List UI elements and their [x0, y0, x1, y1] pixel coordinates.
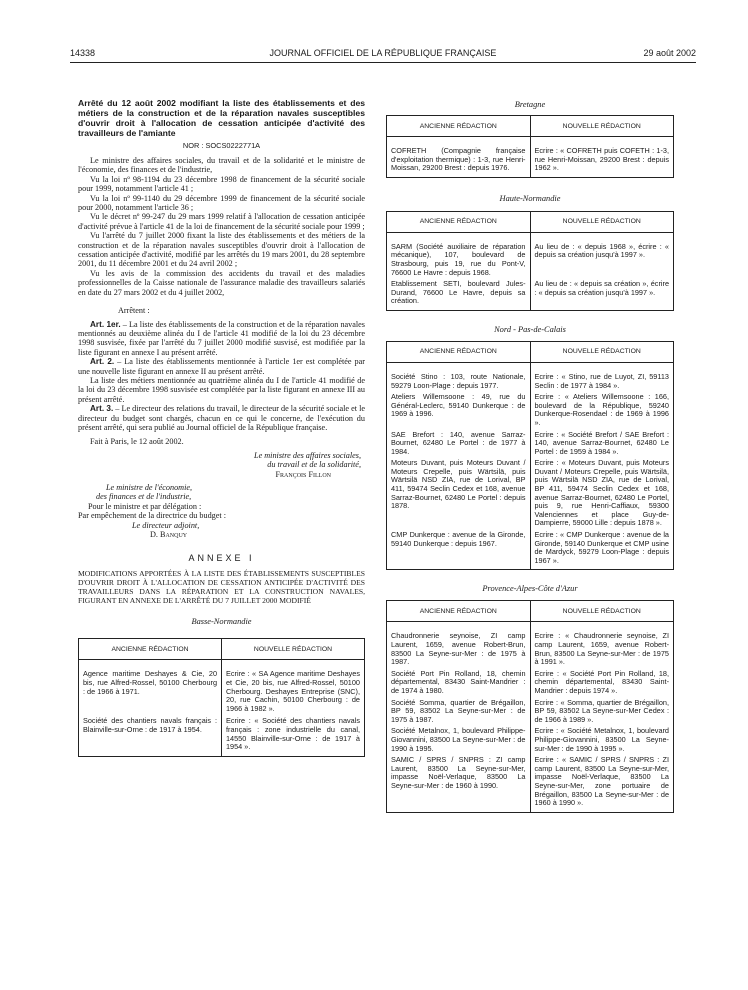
new-text: Ecrire : « Moteurs Duvant, puis Moteurs Duvant / Moteurs Crepelle, puis Wärtsilä, puis Wärtsilä NSD ZIA, rue de Lorival, BP 411, 59474 Seclin Cedex et 168, avenue Sarraz-Bournet, 62480 Le Portel, puis 9, rue Henri-Caffiaux, 59300 Valenciennes et place Guy-de-Dampierre, 59000 Lille : depuis 1878 ». — [530, 456, 674, 528]
left-column — [78, 98, 365, 757]
signature-2-line-3: Pour le ministre et par délégation : — [88, 501, 202, 511]
preamble-paragraph: Le ministre des affaires sociales, du travail et de la solidarité et le ministre de l'économie, des finances et de l'industrie, — [78, 156, 365, 175]
signature-1-name: François Fillon — [275, 469, 331, 479]
preamble-paragraph: Vu la loi nº 99-1140 du 29 décembre 1999 de financement de la sécurité sociale pour 2000, notamment l'article 36 ; — [78, 193, 365, 213]
nor-reference: NOR : SOCS0222771A — [182, 141, 261, 150]
table-row — [387, 362, 674, 390]
article-1 — [78, 320, 365, 358]
column-header-new: NOUVELLE RÉDACTION — [530, 116, 674, 137]
signature-2-line-1: Le ministre de l'économie, — [106, 483, 193, 492]
new-text: Ecrire : « SA Agence maritime Deshayes et Cie, 20 bis, rue Alfred-Rossel, 50100 Cherbourg. Deshayes Entreprise (SNC), 20, rue Cachin, 50100 Cherbourg : de 1966 à 1982 ». — [222, 660, 365, 713]
article-3 — [78, 404, 365, 432]
table-row — [79, 713, 365, 756]
table-row — [387, 277, 674, 310]
region-haute-normandie: Haute-Normandie — [499, 193, 561, 203]
old-text: CMP Dunkerque : avenue de la Gironde, 59140 Dunkerque : depuis 1967. — [387, 528, 531, 570]
old-text: Chaudronnerie seynoise, ZI camp Laurent, 1659, avenue Robert-Brun, 83500 La Seyne-sur-Mer : de 1975 à 1987. — [387, 622, 531, 667]
table-row — [387, 137, 674, 178]
old-text: Ateliers Willemsoone : 49, rue du Général-Leclerc, 59140 Dunkerque : de 1969 à 1996. — [387, 390, 531, 427]
table-basse-normandie — [78, 638, 365, 756]
article-3-text: – Le directeur des relations du travail, le directeur de la sécurité sociale et le directeur du budget sont chargés, chacun en ce qui le concerne, de l'exécution du présent arrêté, qui sera publié au Journal officiel de la République française. — [78, 404, 365, 432]
article-2-label: Art. 2. — [90, 357, 115, 367]
table-row — [387, 528, 674, 570]
header-rule — [70, 62, 696, 63]
new-text: Ecrire : « Société Metalnox, 1, boulevard Philippe-Giovannini, 83500 La Seyne-sur-Mer : de 1990 à 1995 ». — [530, 724, 674, 753]
table-row — [79, 660, 365, 713]
region-provence-alpes-cote-d-azur: Provence-Alpes-Côte d'Azur — [482, 584, 578, 594]
new-text: Ecrire : « CMP Dunkerque : avenue de la Gironde, 59140 Dunkerque et CMP usine de Mardyck, 59279 Loon-Plage : depuis 1967 ». — [530, 528, 674, 570]
column-header-old: ANCIENNE RÉDACTION — [387, 601, 531, 622]
column-header-old: ANCIENNE RÉDACTION — [387, 211, 531, 232]
old-text: Société Somma, quartier de Brégaillon, BP 59, 83502 La Seyne-sur-Mer : de 1975 à 1987. — [387, 696, 531, 725]
table-row — [387, 622, 674, 667]
table-provence-alpes-cote-d-azur — [386, 600, 674, 812]
old-text: Société Port Pin Rolland, 18, chemin départemental, 83430 Saint-Mandrier : de 1974 à 1980. — [387, 667, 531, 696]
old-text: Société des chantiers navals français : Blainville-sur-Orne : de 1917 à 1954. — [79, 713, 222, 756]
article-1-label: Art. 1er. — [90, 319, 121, 329]
table-row — [387, 753, 674, 812]
new-text: Ecrire : « COFRETH puis COFETH : 1-3, rue Henri-Moissan, 29200 Brest : depuis 1962 ». — [530, 137, 674, 178]
old-text: Moteurs Duvant, puis Moteurs Duvant / Moteurs Crepelle, puis Wärtsilä, puis Wärtsilä NSD ZIA, rue de Lorival, BP 411, 59474 Seclin Cedex et 168, avenue Sarraz-Bournet, 62480 Le Portel : depuis 1878. — [387, 456, 531, 528]
decree-title: Arrêté du 12 août 2002 modifiant la liste des établissements et des métiers de la construction et de la réparation navales susceptibles d'ouvrir droit à l'allocation de cessation anticipée d'activité des travailleurs de l'amiante — [78, 98, 365, 138]
preamble-paragraph: Vu les avis de la commission des accidents du travail et des maladies professionnelles de la Caisse nationale de l'assurance maladie des travailleurs salariés en date du 27 mars 2002 et du 4 juillet 2002, — [78, 268, 365, 297]
old-text: Etablissement SETI, boulevard Jules-Durand, 76600 Le Havre, depuis sa création. — [387, 277, 531, 310]
annexe-heading: ANNEXE I — [188, 553, 255, 564]
table-haute-normandie — [386, 211, 674, 311]
new-text: Ecrire : « Stino, rue de Luyot, ZI, 59113 Seclin : de 1977 à 1984 ». — [530, 362, 674, 390]
column-header-old: ANCIENNE RÉDACTION — [387, 341, 531, 362]
new-text: Au lieu de : « depuis 1968 », écrire : « depuis sa création jusqu'à 1997 ». — [530, 232, 674, 277]
table-bretagne — [386, 115, 674, 178]
region-basse-normandie: Basse-Normandie — [191, 617, 252, 627]
signature-block-2 — [78, 483, 365, 539]
signature-1-line-2: du travail et de la solidarité, — [267, 460, 361, 470]
signature-block-1 — [78, 451, 365, 479]
journal-title: JOURNAL OFFICIEL DE LA RÉPUBLIQUE FRANÇAISE — [269, 48, 497, 58]
page-header — [70, 48, 696, 64]
column-header-new: NOUVELLE RÉDACTION — [222, 639, 365, 660]
old-text: Agence maritime Deshayes & Cie, 20 bis, rue Alfred-Rossel, 50100 Cherbourg : de 1966 à 1971. — [79, 660, 222, 713]
table-row — [387, 696, 674, 725]
annexe-title: MODIFICATIONS APPORTÉES À LA LISTE DES ÉTABLISSEMENTS SUSCEPTIBLES D'OUVRIR DROIT À L'ALLOCATION DE CESSATION ANTICIPÉE D'ACTIVITÉ DES TRAVAILLEURS DANS LA RÉPARATION ET LA CONSTRUCTION NAVALES, FIGURANT EN ANNEXE DE L'ARRÊTÉ DU 7 JUILLET 2000 MODIFIÉ — [78, 569, 365, 606]
new-text: Ecrire : « SAMIC / SPRS / SNPRS : ZI camp Laurent, 83500 La Seyne-sur-Mer, impasse Noël-Verlaque, 83500 La Seyne-sur-Mer, zone portuaire de Brégaillon, 83500 La Seyne-sur-Mer : de 1960 à 1990 ». — [530, 753, 674, 812]
old-text: Société Metalnox, 1, boulevard Philippe-Giovannini, 83500 La Seyne-sur-Mer : de 1990 à 1995. — [387, 724, 531, 753]
old-text: SARM (Société auxiliaire de réparation mécanique), 107, boulevard de Strasbourg, puis 19, rue du Pont-V, 76600 Le Havre : depuis 1968. — [387, 232, 531, 277]
old-text: COFRETH (Compagnie française d'exploitation thermique) : 1-3, rue Henri-Moissan, 29200 Brest : depuis 1976. — [387, 137, 531, 178]
fait-a-paris: Fait à Paris, le 12 août 2002. — [90, 437, 184, 447]
column-header-new: NOUVELLE RÉDACTION — [530, 341, 674, 362]
new-text: Ecrire : « Société Brefort / SAE Brefort : 140, avenue Sarraz-Bournet, 62480 Le Portel : de 1959 à 1984 ». — [530, 428, 674, 457]
right-column — [386, 100, 674, 813]
column-header-new: NOUVELLE RÉDACTION — [530, 211, 674, 232]
article-2 — [78, 357, 365, 376]
article-2-paragraph-2: La liste des métiers mentionnée au quatrième alinéa du I de l'article 41 modifié de la loi du 23 décembre 1998 susvisée est complétée par la liste figurant en annexe III au présent arrêté. — [78, 375, 365, 404]
column-header-old: ANCIENNE RÉDACTION — [79, 639, 222, 660]
column-header-new: NOUVELLE RÉDACTION — [530, 601, 674, 622]
signature-2-line-2: des finances et de l'industrie, — [96, 492, 192, 502]
table-row — [387, 428, 674, 457]
preamble-paragraph: Vu le décret nº 99-247 du 29 mars 1999 relatif à l'allocation de cessation anticipée d'activité prévue à l'article 41 de la loi de financement de la sécurité sociale pour 1999 ; — [78, 212, 365, 231]
preamble — [78, 156, 365, 297]
new-text: Ecrire : « Somma, quartier de Brégaillon, BP 59, 83502 La Seyne-sur-Mer Cedex : de 1966 à 1989 ». — [530, 696, 674, 725]
issue-date: 29 août 2002 — [643, 48, 696, 58]
new-text: Ecrire : « Chaudronnerie seynoise, ZI camp Laurent, 1659, avenue Robert-Brun, 83500 La Seyne-sur-Mer : de 1975 à 1991 ». — [530, 622, 674, 667]
article-1-text: – La liste des établissements de la construction et de la réparation navales mentionnés au deuxième alinéa du I de l'article 41 modifié de la loi du 23 décembre 1998 susvisée, fixée par l'arrêté du 7 juillet 2000 modifié susvisé, est modifiée par la liste figurant en annexe I au présent arrêté. — [78, 319, 365, 357]
new-text: Ecrire : « Société des chantiers navals français : zone industrielle du canal, 14550 Blainville-sur-Orne : de 1917 à 1954 ». — [222, 713, 365, 756]
old-text: Société Stino : 103, route Nationale, 59279 Loon-Plage : depuis 1977. — [387, 362, 531, 390]
table-nord-pas-de-calais — [386, 341, 674, 570]
table-row — [387, 724, 674, 753]
page-number: 14338 — [70, 48, 96, 58]
article-3-label: Art. 3. — [90, 404, 114, 414]
old-text: SAMIC / SPRS / SNPRS : ZI camp Laurent, 83500 La Seyne-sur-Mer, impasse Noël-Verlaque, 83500 La Seyne-sur-Mer : de 1960 à 1990. — [387, 753, 531, 812]
preamble-paragraph: Vu la loi nº 98-1194 du 23 décembre 1998 de financement de la sécurité sociale pour 1999, notamment l'article 41 ; — [78, 174, 365, 194]
new-text: Au lieu de : « depuis sa création », écrire : « depuis sa création jusqu'à 1997 ». — [530, 277, 674, 310]
new-text: Ecrire : « Société Port Pin Rolland, 18, chemin départemental, 83430 Saint-Mandrier : depuis 1974 ». — [530, 667, 674, 696]
table-row — [387, 667, 674, 696]
table-row — [387, 456, 674, 528]
signature-1-line-1: Le ministre des affaires sociales, — [254, 450, 361, 460]
arretent: Arrêtent : — [118, 306, 150, 316]
article-2-text: – La liste des établissements mentionnée à l'article 1er est complétée par une nouvelle liste figurant en annexe II au présent arrêté. — [78, 357, 365, 376]
table-row — [387, 232, 674, 277]
new-text: Ecrire : « Ateliers Willemsoone : 166, boulevard de la République, 59240 Dunkerque-Rosendael : de 1969 à 1996 ». — [530, 390, 674, 427]
signature-2-line-4: Par empêchement de la directrice du budget : — [78, 511, 226, 521]
region-bretagne: Bretagne — [514, 100, 546, 109]
table-row — [387, 390, 674, 427]
signature-2-name: D. Banquy — [150, 530, 188, 540]
old-text: SAE Brefort : 140, avenue Sarraz-Bournet, 62480 Le Portel : de 1977 à 1984. — [387, 428, 531, 457]
column-header-old: ANCIENNE RÉDACTION — [387, 116, 531, 137]
region-nord-pas-de-calais: Nord - Pas-de-Calais — [494, 324, 566, 334]
signature-2-line-5: Le directeur adjoint, — [132, 520, 200, 530]
preamble-paragraph: Vu l'arrêté du 7 juillet 2000 fixant la liste des établissements et des métiers de la construction et de la réparation navales susceptibles d'ouvrir droit à l'allocation de cessation anticipée d'activité, modifié par les arrêtés du 19 mars 2001, du 28 septembre 2001, du 11 décembre 2001 et du 24 avril 2002 ; — [78, 231, 365, 269]
